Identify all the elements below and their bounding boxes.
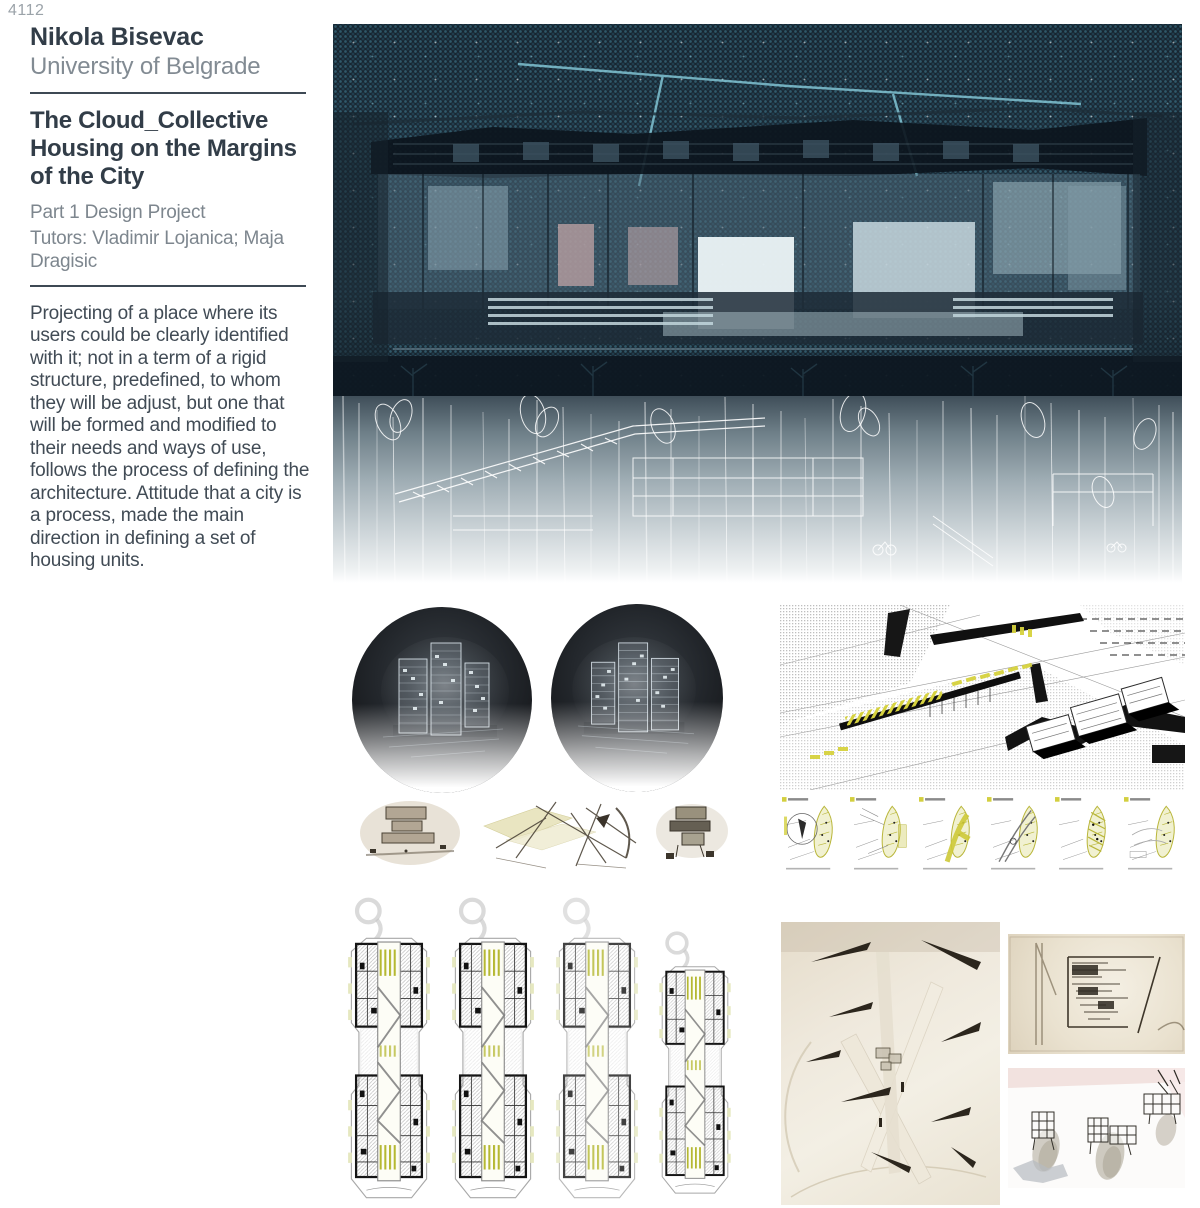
divider-top [30, 92, 306, 94]
sketch-model-detail [648, 795, 736, 869]
sketch-1-art [356, 793, 464, 869]
site-diagram-art [917, 794, 981, 874]
site-sketch-art [1008, 934, 1185, 1054]
hero-wireframe-section [333, 396, 1182, 583]
site-diagram-panel [1122, 794, 1186, 874]
floor-plans [340, 896, 740, 1208]
site-diagram-art [1122, 794, 1186, 874]
wire-models-art [1008, 1068, 1185, 1188]
circle-fade [352, 607, 532, 793]
site-diagram-panel [780, 794, 844, 874]
site-diagram-panel [1053, 794, 1117, 874]
site-diagram-panel [848, 794, 912, 874]
site-sketch-photo [1008, 934, 1185, 1054]
sketch-3-art [648, 795, 736, 869]
sketch-2-art [476, 788, 644, 872]
site-diagram-art [985, 794, 1049, 874]
circle-fade [551, 604, 723, 792]
hero-night-render [333, 24, 1182, 396]
hero-render-art [333, 24, 1182, 396]
paper-model-art [781, 922, 1000, 1205]
site-diagram-art [780, 794, 844, 874]
project-description: Projecting of a place where its users could be clearly identified with it; not in a term of a rigid structure, predefined, to whom they will be adjust, but one that will be formed and modified to their needs and ways of use, follows the process of defining the architecture. Attitude that a city is a process, made the main direction in defining a set of housing units. [30, 302, 310, 572]
entry-code: 4112 [8, 2, 45, 19]
site-diagram-strip [780, 794, 1186, 874]
project-tutors: Tutors: Vladimir Lojanica; Maja Dragisic [30, 227, 284, 272]
model-photo-circle-2 [551, 604, 723, 792]
info-column [30, 24, 312, 573]
divider-bottom [30, 285, 306, 287]
project-title: The Cloud_Collective Housing on the Margins of the City [30, 107, 297, 191]
sketch-structure-drawing [476, 788, 644, 872]
paper-model-photo [781, 922, 1000, 1205]
axon-art [780, 605, 1185, 790]
site-diagram-art [1053, 794, 1117, 874]
wireframe-lines [343, 396, 1173, 583]
school-name: University of Belgrade [30, 52, 261, 80]
author-name: Nikola Bisevac [30, 23, 204, 51]
floor-plans-art [340, 896, 740, 1208]
axonometric-diagram [780, 605, 1185, 790]
wire-models-photo [1008, 1068, 1185, 1188]
model-photo-circle-1 [352, 607, 532, 793]
project-type: Part 1 Design Project [30, 202, 206, 224]
wireframe-art [333, 396, 1182, 583]
hero-figure [333, 24, 1182, 583]
sketch-model-photo [356, 793, 464, 869]
site-diagram-art [848, 794, 912, 874]
site-diagram-panel [917, 794, 981, 874]
site-diagram-panel [985, 794, 1049, 874]
